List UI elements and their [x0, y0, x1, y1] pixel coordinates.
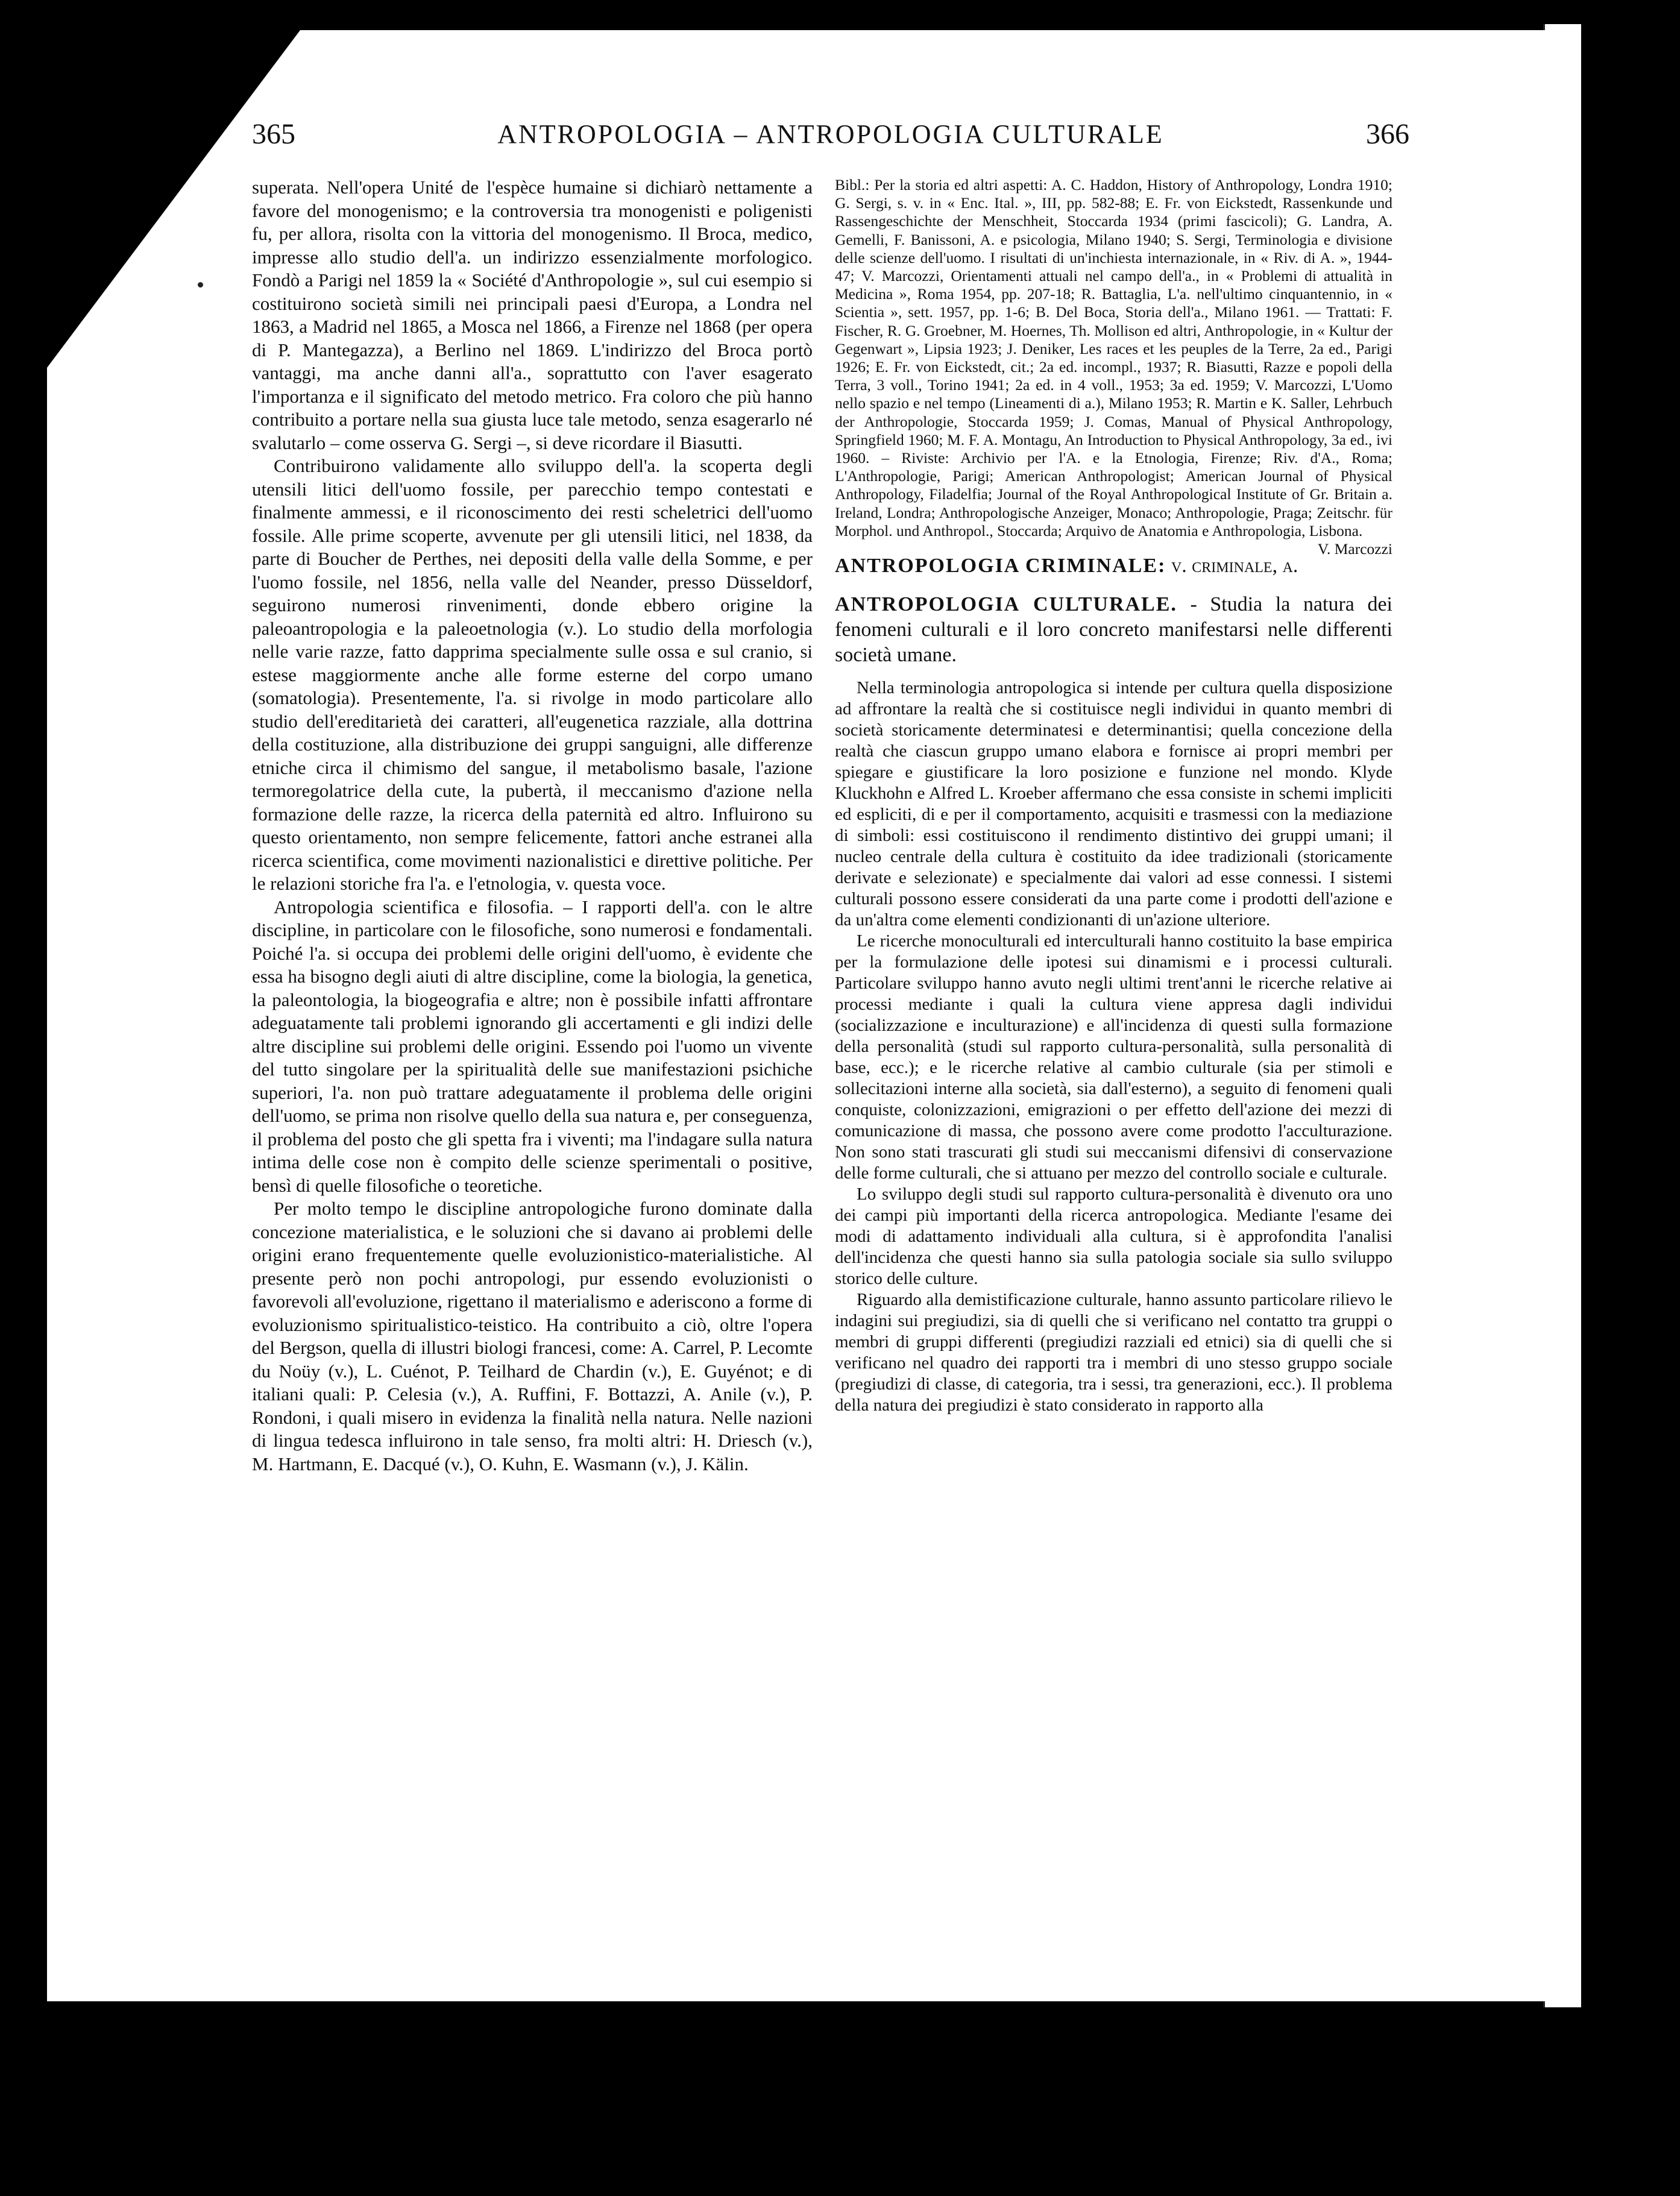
paragraph: Antropologia scientifica e filosofia. – I rapporti dell'a. con le altre discipline, in particolare con le filosofiche, sono numerosi e fondamentali. Poiché l'a. si occupa dei problemi delle origini dell'uomo, è evidente che essa ha bisogno degli aiuti di altre discipline, come la biologia, la genetica, la paleontologia, la biogeografia e altre; non è possibile infatti affrontare adeguatamente tali problemi ignorando gli accertamenti e gli indizi delle altre discipline sui problemi delle origini. Essendo poi l'uomo un vivente del tutto singolare per la spiritualità delle sue manifestazioni psichiche superiori, l'a. non può trattare adeguatamente il problema delle origini dell'uomo, se prima non risolve quello della sua natura e, per conseguenza, il problema del posto che gli spetta fra i viventi; ma l'indagare sulla natura intima delle cose non è compito delle scienze sperimentali o positive, bensì di quelle filosofiche o teoretiche. — [252, 896, 813, 1196]
paragraph: Contribuirono validamente allo sviluppo dell'a. la scoperta degli utensili litici dell'uomo fossile, per parecchio tempo contestati e finalmente ammessi, e il riconoscimento dei resti scheletrici dell'uomo fossile. Alle prime scoperte, avvenute per gli utensili litici, nel 1838, da parte di Boucher de Perthes, nei depositi della valle della Somme, e per l'uomo fossile, nel 1856, nella valle del Neander, presso Düsseldorf, seguirono numerosi rinvenimenti, donde ebbero origine la paleoantropologia e la paleoetnologia (v.). Lo studio della morfologia nelle varie razze, fatto dapprima specialmente sulle ossa e sul cranio, si estese maggiormente anche alle forme esterne del corpo umano (somatologia). Presentemente, l'a. si rivolge in modo particolare allo studio dell'ereditarietà dei caratteri, all'eugenetica razziale, alla dottrina della costituzione, alla distribuzione dei gruppi sanguigni, alle differenze etniche circa il chimismo del sangue, il metabolismo basale, l'azione termoregolatrice della cute, la pubertà, il meccanismo d'azione nella formazione delle razze, la ricerca della paternità ed altro. Influirono su questo orientamento, non sempre felicemente, fattori anche estranei alla ricerca scientifica, come movimenti nazionalistici e direttive politiche. Per le relazioni storiche fra l'a. e l'etnologia, v. questa voce. — [252, 455, 813, 894]
running-title: ANTROPOLOGIA – ANTROPOLOGIA CULTURALE — [497, 119, 1164, 149]
paragraph: Riguardo alla demistificazione culturale, hanno assunto particolare rilievo le indagini sui pregiudizi, sia di quelli che si verificano nel contatto tra gruppi o membri di gruppi differenti (pregiudizi razziali ed etnici) sia di quelli che si verificano nel quadro dei rapporti tra i membri di uno stesso gruppo sociale (pregiudizi di classe, di categoria, tra i sessi, tra generazioni, ecc.). Il problema della natura dei pregiudizi è stato considerato in rapporto alla — [835, 1290, 1392, 1415]
entry-title: ANTROPOLOGIA CRIMINALE: — [835, 555, 1166, 577]
entry-reference: v. criminale, a. — [1171, 555, 1298, 577]
entry-heading-culturale — [835, 592, 1392, 668]
paragraph: Lo sviluppo degli studi sul rapporto cultura-personalità è divenuto ora uno dei campi più importanti della ricerca antropologica. Mediante l'esame dei modi di adattamento individuali alla cultura, si è approfondita l'analisi dell'incidenza che questi hanno sia sulla patologia sociale sia sullo sviluppo storico delle culture. — [835, 1185, 1392, 1289]
paragraph: superata. Nell'opera Unité de l'espèce humaine si dichiarò nettamente a favore del monogenismo; e la controversia tra monogenisti e poligenisti fu, per allora, risolta con la vittoria del monogenismo. Il Broca, medico, impresse allo studio dell'a. un indirizzo essenzialmente morfologico. Fondò a Parigi nel 1859 la « Société d'Anthropologie », sul cui esempio si costituirono società simili nei principali paesi d'Europa, a Londra nel 1863, a Madrid nel 1865, a Mosca nel 1866, a Firenze nel 1868 (per opera di P. Mantegazza), a Berlino nel 1869. L'indirizzo del Broca portò vantaggi, ma anche danni all'a., soprattutto con l'aver esagerato l'importanza e il significato del metodo metrico. Fra coloro che più hanno contribuito a portare nella sua giusta luce tale metodo, senza esagerarlo né svalutarlo – come osserva G. Sergi –, si deve ricordare il Biasutti. — [252, 177, 813, 453]
page-number-right: 366 — [1366, 118, 1409, 150]
bibliography — [835, 176, 1392, 558]
paragraph: Nella terminologia antropologica si intende per cultura quella disposizione ad affrontare la realtà che si costituisce negli individui in quanto membri di società storicamente determinatesi e determinantisi; quella concezione della realtà che ciascun gruppo umano elabora e fornisce ai propri membri per spiegare e giustificare la loro posizione e funzione nel mondo. Klyde Kluckhohn e Alfred L. Kroeber affermano che essa consiste in schemi impliciti ed espliciti, di e per il comportamento, acquisiti e trasmessi con la mediazione di simboli: essi costituiscono il rendimento distintivo dei gruppi umani; il nucleo centrale della cultura è costituito da idee tradizionali (storicamente derivate e selezionate) e specialmente dai valori ad esse connessi. I sistemi culturali possono essere considerati da una parte come i prodotti dell'azione e da un'altra come elementi condizionanti di un'azione ulteriore. — [835, 678, 1392, 930]
bibliography-author: V. Marcozzi — [1317, 540, 1392, 558]
entry-title: ANTROPOLOGIA CULTURALE. — [835, 593, 1177, 616]
entry-heading-criminale — [835, 553, 1392, 579]
scan-border — [0, 2019, 1680, 2196]
bibliography-text: Bibl.: Per la storia ed altri aspetti: A. C. Haddon, History of Anthropology, Londra 1910; G. Sergi, s. v. in « Enc. Ital. », III, pp. 582-88; E. Fr. von Eickstedt, Rassenkunde und Rassengeschichte der Menschheit, Stoccarda 1934 (primi fascicoli); G. Landra, A. Gemelli, F. Banissoni, A. e psicologia, Milano 1940; S. Sergi, Terminologia e divisione delle scienze dell'uomo. I risultati di un'inchiesta internazionale, in « Riv. di A. », 1944-47; V. Marcozzi, Orientamenti attuali nel campo dell'a., in « Problemi di attualità in Medicina », Roma 1954, pp. 207-18; R. Battaglia, L'a. nell'ultimo cinquantennio, in « Scientia », sett. 1957, pp. 1-6; B. Del Boca, Storia dell'a., Milano 1961. — Trattati: F. Fischer, R. G. Groebner, M. Hoernes, Th. Mollison ed altri, Anthropologie, in « Kultur der Gegenwart », Lipsia 1923; J. Deniker, Les races et les peuples de la Terre, 2a ed., Parigi 1926; E. Fr. von Eickstedt, cit.; 2a ed. incompl., 1937; R. Biasutti, Razze e popoli della Terra, 3 voll., Torino 1941; 2a ed. in 4 voll., 1953; 3a ed. 1959; V. Marcozzi, L'Uomo nello spazio e nel tempo (Lineamenti di a.), Milano 1953; R. Martin e K. Saller, Lehrbuch der Anthropologie, Stoccarda 1959; J. Comas, Manual of Physical Anthropology, Springfield 1960; M. F. A. Montagu, An Introduction to Physical Anthropology, 3a ed., ivi 1960. – Riviste: Archivio per l'A. e la Etnologia, Firenze; Riv. d'A., Roma; L'Anthropologie, Parigi; American Anthropologist; American Journal of Physical Anthropology, Filadelfia; Journal of the Royal Anthropological Institute of Gr. Britain a. Ireland, Londra; Anthropologische Anzeiger, Monaco; Anthropologie, Praga; Zeitschr. für Morphol. und Anthropol., Stoccarda; Arquivo de Anatomia e Anthropologia, Lisbona. — [835, 176, 1392, 540]
margin-mark — [198, 282, 203, 288]
right-column — [835, 176, 1392, 1416]
entry-lead: - Studia la natura dei fenomeni culturali e il loro concreto manifestarsi nelle differenti società umane. — [835, 593, 1392, 667]
paragraph: Per molto tempo le discipline antropologiche furono dominate dalla concezione materialistica, e le soluzioni che si davano ai problemi delle origini erano frequentemente quelle evoluzionistico-materialistiche. Al presente però non pochi antropologi, pur essendo evoluzionisti o favorevoli all'evoluzione, rigettano il materialismo e aderiscono a forme di evoluzionismo spiritualistico-teistico. Ha contribuito a ciò, oltre l'opera del Bergson, quella di illustri biologi francesi, come: A. Carrel, P. Lecomte du Noüy (v.), L. Cuénot, P. Teilhard de Chardin (v.), E. Guyénot; e di italiani quali: P. Celesia (v.), A. Ruffini, F. Bottazzi, A. Anile (v.), P. Rondoni, i quali misero in evidenza la finalità nella natura. Nelle nazioni di lingua tedesca influirono in tale senso, fra molti altri: H. Driesch (v.), M. Hartmann, E. Dacqué (v.), O. Kuhn, E. Wasmann (v.), J. Kälin. — [252, 1198, 813, 1474]
left-column — [252, 176, 813, 1476]
page-number-left: 365 — [252, 118, 295, 150]
paragraph: Le ricerche monoculturali ed interculturali hanno costituito la base empirica per la formulazione delle ipotesi sui dinamismi e i processi culturali. Particolare sviluppo hanno avuto negli ultimi trent'anni le ricerche relative ai processi mediante i quali la cultura viene appresa dagli individui (socializzazione e inculturazione) e all'incidenza di questi sulla formazione della personalità (studi sul rapporto cultura-personalità, sulla personalità di base, ecc.); e le ricerche relative al cambio culturale (sia per stimoli e sollecitazioni interne alla società, sia dall'esterno), a seguito di fenomeni quali conquiste, colonizzazioni, emigrazioni o per effetto dell'azione dei mezzi di comunicazione di massa, che possono avere come prodotto l'acculturazione. Non sono stati trascurati gli studi sui meccanismi difensivi di conservazione delle forme culturali, che si attuano per mezzo del controllo sociale e culturale. — [835, 931, 1392, 1183]
